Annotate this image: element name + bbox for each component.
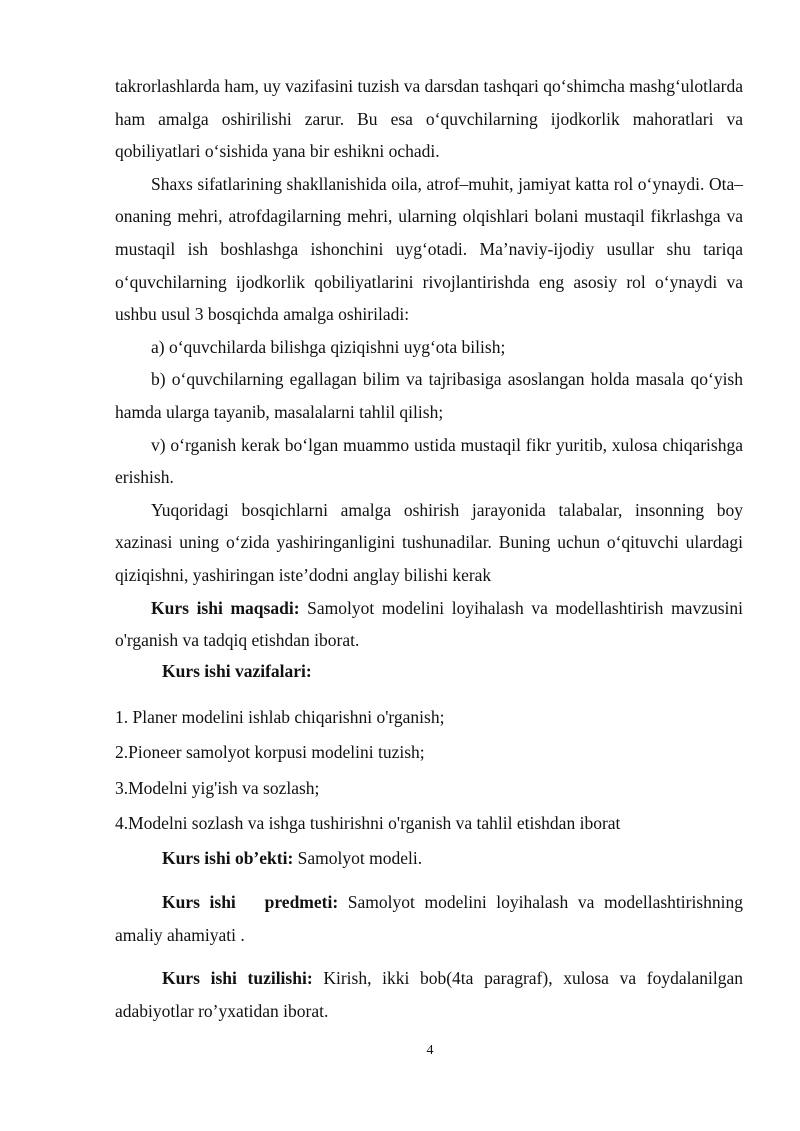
- course-object-block: [115, 842, 743, 875]
- task-item-1: 1. Planer modelini ishlab chiqarishni o'rganish;: [115, 707, 445, 727]
- task-item-4: 4.Modelni sozlash va ishga tushirishni o'rganish va tahlil etishdan iborat: [115, 812, 621, 833]
- course-structure: [115, 962, 743, 1027]
- step-v: v) o‘rganish kerak bo‘lgan muammo ustida mustaqil fikr yuritib, xulosa chiqarishga erishish.: [115, 434, 743, 488]
- course-subject-text: Samolyot modelini loyihalash va modellashtirishning amaliy ahamiyati .: [115, 892, 748, 945]
- course-object-text: Samolyot modeli.: [293, 848, 423, 868]
- course-goal-label: Kurs ishi maqsadi:: [151, 597, 300, 618]
- body-text-block-1: [115, 70, 743, 657]
- paragraph-stages: Yuqoridagi bosqichlarni amalga oshirish jarayonida talabalar, insonning boy xazinasi uning o‘zida yashiringanligini tushunadilar. Buning uchun o‘qituvchi ulardagi qiziqishni, yashiringan iste’dodni anglay bilishi kerak: [115, 499, 743, 585]
- course-goal-text: Samolyot modelini loyihalash va modellashtirish mavzusini o'rganish va tadqiq etishdan iborat.: [115, 597, 743, 651]
- course-goal: [115, 592, 743, 657]
- course-structure-text: Kirish, ikki bob(4ta paragraf), xulosa va foydalanilgan adabiyotlar ro’yxatidan iborat.: [115, 968, 743, 1021]
- course-subject-block: [115, 886, 748, 951]
- step-b: b) o‘quvchilarning egallagan bilim va tajribasiga asoslangan holda masala qo‘yish hamda ularga tayanib, masalalarni tahlil qilish;: [115, 369, 743, 422]
- tasks-heading: Kurs ishi vazifalari:: [162, 661, 312, 681]
- step-a: a) o‘quvchilarda bilishga qiziqishni uyg‘ota bilish;: [151, 336, 506, 357]
- page-number: 4: [426, 1043, 434, 1058]
- task-item-3: 3.Modelni yig'ish va sozlash;: [115, 777, 320, 798]
- tasks-list: [115, 700, 743, 841]
- paragraph-intro-continuation: takrorlashlarda ham, uy vazifasini tuzish va darsdan tashqari qo‘shimcha mashg‘ulotlarda ham amalga oshirilishi zarur. Bu esa o‘quvchilarning ijodkorlik mahoratlari va qobiliyatlari o‘sishida yana bir eshikni ochadi.: [115, 76, 743, 162]
- tasks-heading-block: [162, 655, 743, 688]
- task-item-2: 2.Pioneer samolyot korpusi modelini tuzish;: [115, 742, 425, 763]
- paragraph-personality: Shaxs sifatlarining shakllanishida oila, atrof–muhit, jamiyat katta rol o‘ynaydi. Ota–onaning mehri, atrofdagilarning mehri, ularning olqishlari bolani mustaqil fikrlashga va mustaqil ish boshlashga ishonchini uyg‘otadi. Ma’naviy-ijodiy usullar shu tariqa o‘quvchilarning ijodkorlik qobiliyatlarini rivojlantirishda eng asosiy rol o‘ynaydi va ushbu usul 3 bosqichda amalga oshiriladi:: [115, 173, 743, 325]
- course-object-label: Kurs ishi ob’ekti:: [162, 848, 294, 868]
- course-subject-label: Kurs ishi predmeti:: [162, 892, 339, 912]
- course-subject: [115, 886, 748, 951]
- course-structure-block: [115, 962, 743, 1027]
- course-structure-label: Kurs ishi tuzilishi:: [162, 968, 313, 988]
- course-object: [115, 842, 743, 875]
